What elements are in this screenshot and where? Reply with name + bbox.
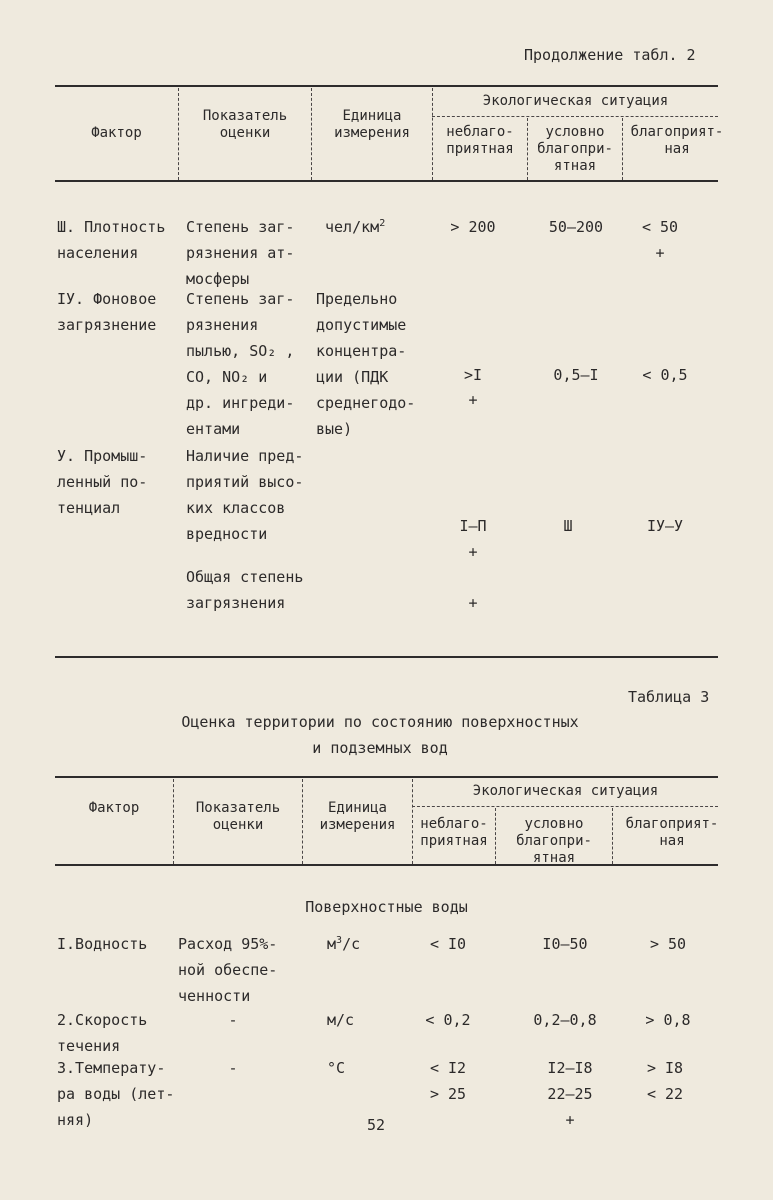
table2-header-factor: Фактор bbox=[91, 125, 142, 141]
table2-row-indicator: Степень заг- рязнения пылью, SO₂ , CO, NO₂ и др. ингреди- ентами bbox=[186, 290, 295, 438]
table2-row-unfavorable: I–П bbox=[459, 517, 487, 535]
table3-row-factor: 3.Температу- ра воды (лет- няя) bbox=[57, 1059, 175, 1129]
table3-row-unit: °C bbox=[327, 1059, 346, 1077]
table3-row-factor: I.Водность bbox=[57, 935, 148, 953]
table2-row-factor: Ш. Плотность населения bbox=[57, 218, 166, 262]
table3-row-conditional: 0,2–0,8 bbox=[533, 1011, 597, 1029]
table2-row-favorable: IУ–У bbox=[646, 517, 684, 535]
table2-header-indicator: Показатель оценки bbox=[202, 108, 288, 141]
table3-header-factor: Фактор bbox=[88, 800, 140, 816]
table2-header-conditional: условно благопри- ятная bbox=[537, 124, 613, 174]
table3-row-unfavorable: < I0 bbox=[429, 935, 467, 953]
table2-row-indicator: Степень заг- рязнения ат- мосферы bbox=[186, 218, 295, 288]
table2-row-conditional: 50–200 bbox=[548, 218, 604, 236]
table2-row-plus-mark: + bbox=[655, 244, 665, 262]
table3-header-bottom-rule bbox=[55, 864, 718, 866]
table3-label: Таблица 3 bbox=[628, 688, 710, 706]
table3-row-indicator: - bbox=[228, 1011, 238, 1029]
table2-header-unfavorable: неблаго- приятная bbox=[446, 124, 514, 157]
table3-situation-divider bbox=[412, 806, 718, 807]
table2-row-plus-mark: + bbox=[468, 543, 478, 561]
table3-top-rule bbox=[55, 776, 718, 778]
table3-header-unit: Единица измерения bbox=[319, 800, 396, 833]
table3-row-unfavorable: < I2 > 25 bbox=[429, 1059, 467, 1103]
table2-row-unit: чел/$км^2$ bbox=[325, 218, 386, 236]
table2-header-favorable: благоприят- ная bbox=[630, 124, 724, 157]
table2-situation-divider bbox=[432, 116, 718, 117]
table3-header-unfavorable: неблаго- приятная bbox=[420, 816, 488, 849]
table3-row-indicator: - bbox=[228, 1059, 238, 1077]
table2-row-plus-mark: + bbox=[468, 594, 478, 612]
table2-row-unit: Предельно допустимые концентра- ции (ПДК среднегодо- вые) bbox=[316, 290, 416, 438]
table3-row-unit: м/с bbox=[327, 1011, 355, 1029]
table2-header-bottom-rule bbox=[55, 180, 718, 182]
table3-header-favorable: благоприят- ная bbox=[625, 816, 719, 849]
table3-title: Оценка территории по состоянию поверхностных и подземных вод bbox=[181, 713, 579, 757]
table3-row-factor: 2.Скорость течения bbox=[57, 1011, 148, 1055]
page-number: 52 bbox=[366, 1116, 386, 1134]
table3-section-title: Поверхностные воды bbox=[305, 898, 468, 916]
table2-row-unfavorable: > 200 bbox=[450, 218, 496, 236]
table2-bottom-rule bbox=[55, 656, 718, 658]
table2-row-favorable: < 50 bbox=[641, 218, 679, 236]
continuation-caption: Продолжение табл. 2 bbox=[524, 46, 696, 64]
table3-row-unfavorable: < 0,2 bbox=[425, 1011, 471, 1029]
table2-row-unfavorable: >I bbox=[463, 366, 483, 384]
table3-row-favorable: > 0,8 bbox=[645, 1011, 691, 1029]
table2-row-factor: У. Промыш- ленный по- тенциал bbox=[57, 447, 148, 517]
table3-row-favorable: > I8 < 22 bbox=[646, 1059, 684, 1103]
table3-row-conditional: I2–I8 22–25 + bbox=[547, 1059, 593, 1129]
table2-top-rule bbox=[55, 85, 718, 87]
table2-row-indicator: Наличие пред- приятий высо- ких классов вредности bbox=[186, 447, 304, 543]
table3-header-indicator: Показатель оценки bbox=[195, 800, 281, 833]
table2-row-conditional: 0,5–I bbox=[553, 366, 599, 384]
table2-row-favorable: < 0,5 bbox=[642, 366, 688, 384]
table2-header-situation: Экологическая ситуация bbox=[482, 93, 669, 109]
table3-header-conditional: условно благопри- ятная bbox=[516, 816, 592, 866]
table2-row-conditional: Ш bbox=[563, 517, 573, 535]
table2-header-unit: Единица измерения bbox=[334, 108, 410, 141]
table3-row-unit: $м^3/с$ bbox=[327, 935, 361, 953]
table3-header-situation: Экологическая ситуация bbox=[472, 783, 659, 799]
table2-row-extra-indicator: Общая степень загрязнения bbox=[186, 568, 304, 612]
table3-row-favorable: > 50 bbox=[649, 935, 687, 953]
table2-row-factor: IУ. Фоновое загрязнение bbox=[57, 290, 157, 334]
table3-row-indicator: Расход 95%- ной обеспе- ченности bbox=[178, 935, 278, 1005]
table3-row-conditional: I0–50 bbox=[542, 935, 588, 953]
table2-row-plus-mark: + bbox=[468, 391, 478, 409]
